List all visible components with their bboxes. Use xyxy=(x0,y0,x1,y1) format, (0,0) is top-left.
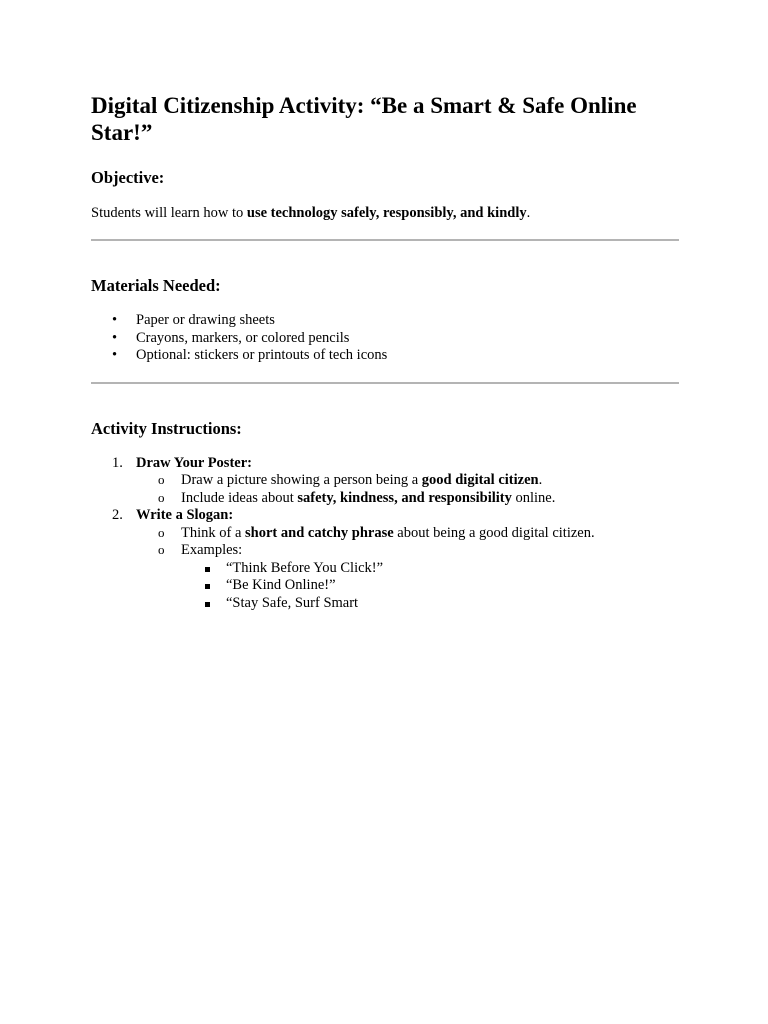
objective-text-after: . xyxy=(526,205,531,221)
objective-text xyxy=(91,204,681,222)
substep-item xyxy=(136,525,681,543)
materials-heading: Materials Needed: xyxy=(91,276,221,295)
substep-text: Examples: xyxy=(181,542,243,558)
slogan-examples-list xyxy=(181,560,681,613)
step-label: Write a Slogan: xyxy=(136,507,234,523)
substep-text-before: Include ideas about xyxy=(181,489,298,506)
instruction-step xyxy=(91,507,681,612)
slogan-example: “Be Kind Online!” xyxy=(181,577,681,595)
objective-text-before: Students will learn how to xyxy=(91,205,247,221)
substep-item xyxy=(136,490,681,508)
substep-text-after: . xyxy=(538,472,543,488)
objective-section xyxy=(91,168,681,222)
section-divider xyxy=(91,382,679,384)
materials-item: • Optional: stickers or printouts of tech icons xyxy=(91,347,681,365)
substep-text-after: online. xyxy=(511,489,556,506)
materials-section xyxy=(91,276,681,365)
instructions-list xyxy=(91,455,681,613)
materials-list xyxy=(91,312,681,365)
objective-heading: Objective: xyxy=(91,168,165,187)
substep-marker: o xyxy=(158,542,165,557)
substep-text-before: Think of a xyxy=(181,524,246,541)
slogan-example: “Think Before You Click!” xyxy=(181,560,681,578)
instructions-heading: Activity Instructions: xyxy=(91,418,242,438)
substep-text-bold: short and catchy phrase xyxy=(245,524,394,541)
instruction-step xyxy=(91,455,681,508)
document-title: Digital Citizenship Activity: “Be a Smart & Safe Online Star!” xyxy=(91,93,637,145)
instructions-section xyxy=(91,419,681,613)
substep-marker: o xyxy=(158,472,165,487)
substep-text-before: Draw a picture showing a person being a xyxy=(181,472,422,488)
substep-item xyxy=(136,472,681,490)
materials-item: • Paper or drawing sheets xyxy=(91,312,681,330)
step-label: Draw Your Poster: xyxy=(136,454,252,471)
step-number: 1. xyxy=(112,454,123,471)
document-content xyxy=(91,92,681,612)
objective-text-bold: use technology safely, responsibly, and kindly xyxy=(246,205,527,221)
step-number: 2. xyxy=(112,507,123,523)
step-substeps xyxy=(136,472,681,507)
slogan-example: “Stay Safe, Surf Smart xyxy=(181,595,681,613)
substep-text-bold: good digital citizen xyxy=(421,472,539,488)
step-substeps xyxy=(136,525,681,613)
section-divider xyxy=(91,239,679,241)
substep-text-after: about being a good digital citizen. xyxy=(393,524,595,541)
materials-item: • Crayons, markers, or colored pencils xyxy=(91,330,681,348)
substep-text-bold: safety, kindness, and responsibility xyxy=(297,489,512,506)
substep-item xyxy=(136,542,681,612)
substep-marker: o xyxy=(158,524,165,540)
substep-marker: o xyxy=(158,489,165,505)
